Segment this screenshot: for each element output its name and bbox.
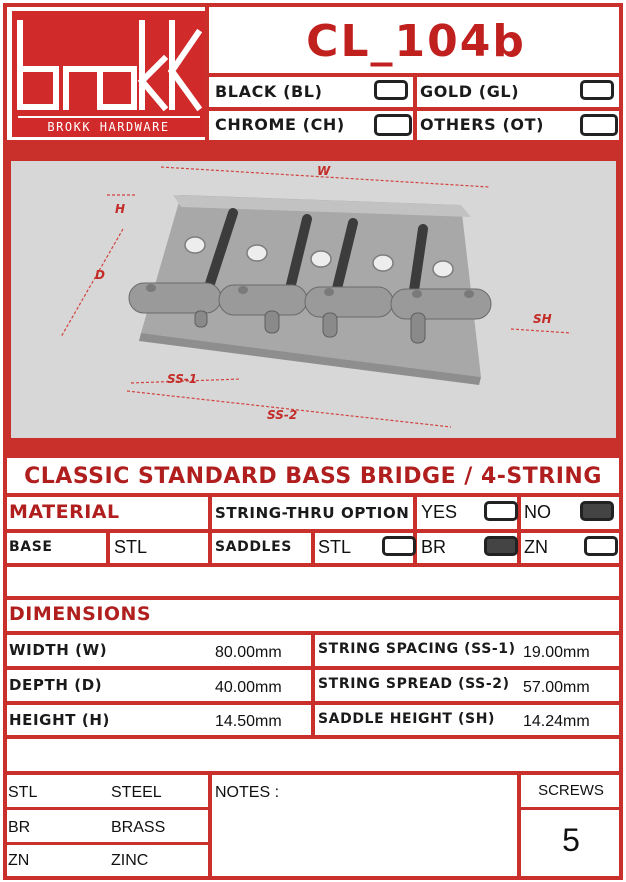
legend-name: ZINC [111,852,149,869]
product-title: CLASSIC STANDARD BASS BRIDGE / 4-STRING [24,464,602,489]
divider [3,807,210,810]
dimensions-heading: DIMENSIONS [9,603,152,625]
saddles-label: SADDLES [215,539,292,555]
logo-badge [12,11,205,137]
no-checkbox[interactable] [580,501,614,521]
dim-row-label: WIDTH (W) [9,641,108,659]
saddle-checkbox-stl[interactable] [382,536,416,556]
divider [3,771,623,775]
dim-row-label: HEIGHT (H) [9,711,110,729]
saddle-option-stl: STL [318,537,352,557]
finish-label-chrome: CHROME (CH) [215,115,345,134]
dim-label-d: D [95,268,105,282]
finish-label-black: BLACK (BL) [215,82,323,101]
dim-label-ss1: SS-1 [167,372,198,386]
dim-row-label: DEPTH (D) [9,676,103,694]
screws-label: SCREWS [538,782,604,799]
divider [517,807,623,810]
screws-value: 5 [562,822,580,858]
divider [208,493,212,563]
saddle-option-br: BR [421,537,447,557]
divider [208,771,212,880]
logo-subtitle: BROKK HARDWARE [47,120,170,134]
notes-area[interactable] [213,806,515,878]
divider [106,529,110,563]
bridge-drawing [11,161,616,438]
legend-code: STL [8,784,38,801]
dim-row-value: 14.50mm [215,713,282,730]
finish-checkbox-gold[interactable] [580,80,614,100]
saddle-option-zn: ZN [524,537,548,557]
dim-row-value: 14.24mm [523,713,590,730]
material-heading: MATERIAL [9,501,120,523]
legend-name: STEEL [111,784,162,801]
finish-checkbox-black[interactable] [374,80,408,100]
divider [3,563,623,567]
dim-row-label: STRING SPACING (SS-1) [318,641,516,657]
no-label: NO [524,502,551,522]
base-label: BASE [9,539,53,555]
dim-row-value: 80.00mm [215,644,282,661]
finish-label-others: OTHERS (OT) [420,115,544,134]
base-value: STL [114,537,148,557]
notes-label: NOTES : [215,784,280,801]
dim-row-label: SADDLE HEIGHT (SH) [318,711,496,727]
divider [3,596,623,600]
legend-name: BRASS [111,819,166,836]
finish-checkbox-chrome[interactable] [374,114,412,136]
string-thru-label: STRING-THRU OPTION [215,504,410,522]
dim-label-ss2: SS-2 [267,408,298,422]
brokk-logo [12,11,205,137]
dim-row-label: STRING SPREAD (SS-2) [318,676,510,692]
divider [311,631,315,739]
dim-row-value: 40.00mm [215,679,282,696]
finish-label-gold: GOLD (GL) [420,82,520,101]
model-title: CL_104b [306,16,526,67]
divider [3,493,623,497]
saddle-checkbox-zn[interactable] [584,536,618,556]
logo-block [7,7,209,140]
drawing-panel [11,161,616,438]
dim-row-value: 19.00mm [523,644,590,661]
dim-label-sh: SH [533,312,552,326]
finish-checkbox-others[interactable] [580,114,618,136]
saddle-checkbox-br[interactable] [484,536,518,556]
divider [3,842,210,845]
divider [311,529,315,563]
yes-checkbox[interactable] [484,501,518,521]
legend-code: ZN [8,852,30,869]
dim-label-h: H [115,202,126,216]
divider [413,73,417,140]
yes-label: YES [421,502,458,522]
dim-row-value: 57.00mm [523,679,590,696]
dim-label-w: W [317,164,331,178]
legend-code: BR [8,819,31,836]
